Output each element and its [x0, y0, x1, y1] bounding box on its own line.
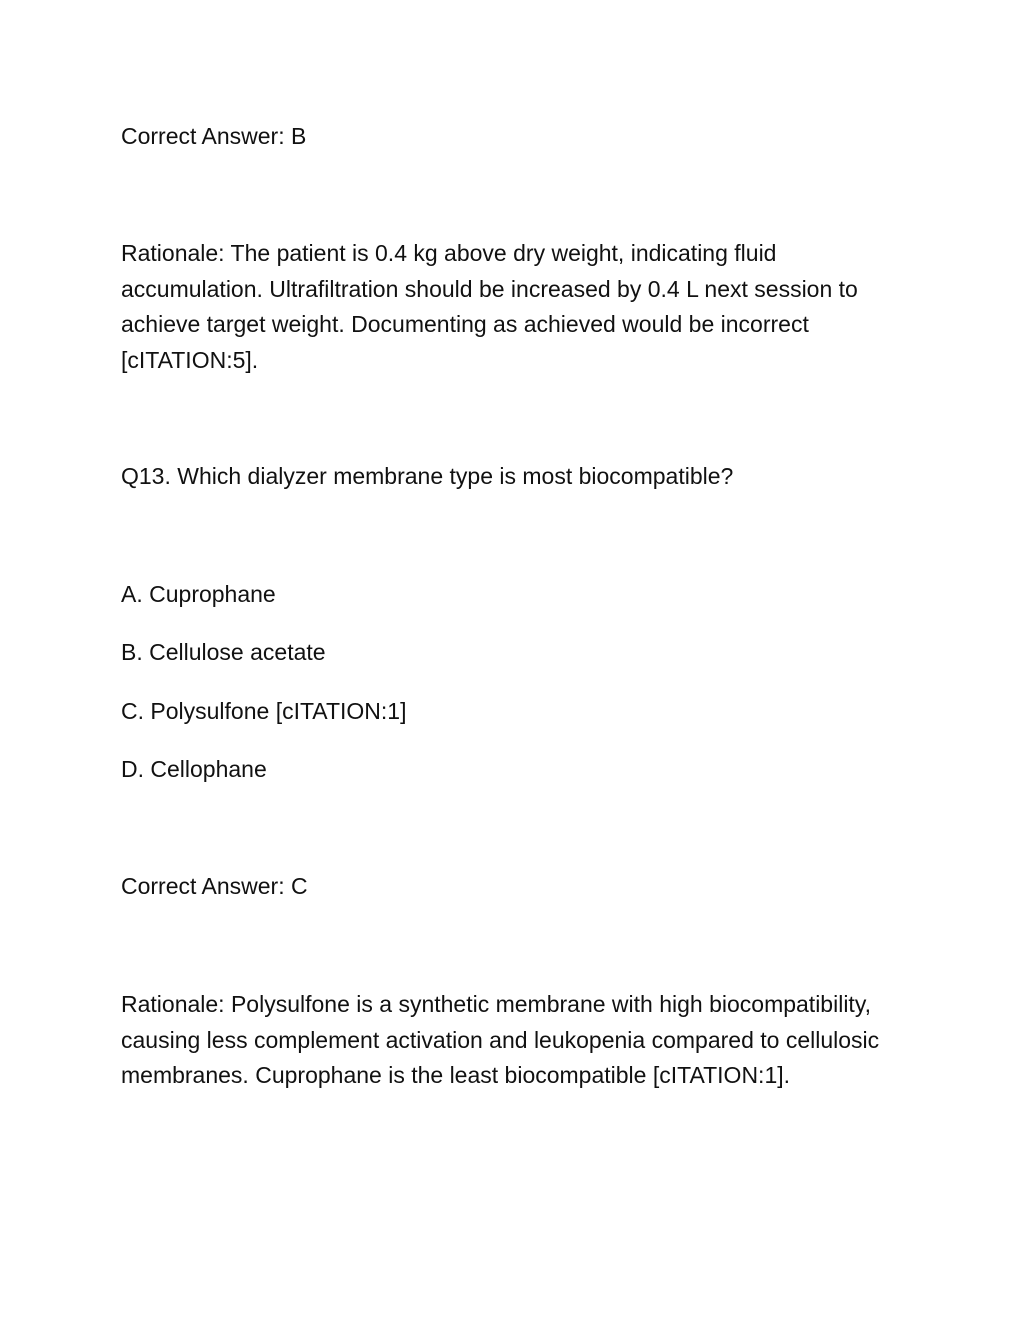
previous-rationale: Rationale: The patient is 0.4 kg above dry weight, indicating fluid accumulation. Ultrafiltration should be increased by 0.4 L next session to achieve target weight. Documenting as achieved would be incorrect [cITATION:5]. — [121, 240, 858, 373]
previous-correct-answer: Correct Answer: B — [121, 123, 307, 149]
rationale: Rationale: Polysulfone is a synthetic membrane with high biocompatibility, causing less complement activation and leukopenia compared to cellulosic membranes. Cuprophane is the least biocompatible [cITATION:1]. — [121, 991, 880, 1088]
correct-answer: Correct Answer: C — [121, 873, 308, 899]
option-b: B. Cellulose acetate — [121, 639, 326, 665]
option-a: A. Cuprophane — [121, 581, 276, 607]
question-text: Q13. Which dialyzer membrane type is most biocompatible? — [121, 463, 734, 489]
option-d: D. Cellophane — [121, 756, 267, 782]
option-c: C. Polysulfone [cITATION:1] — [121, 698, 407, 724]
